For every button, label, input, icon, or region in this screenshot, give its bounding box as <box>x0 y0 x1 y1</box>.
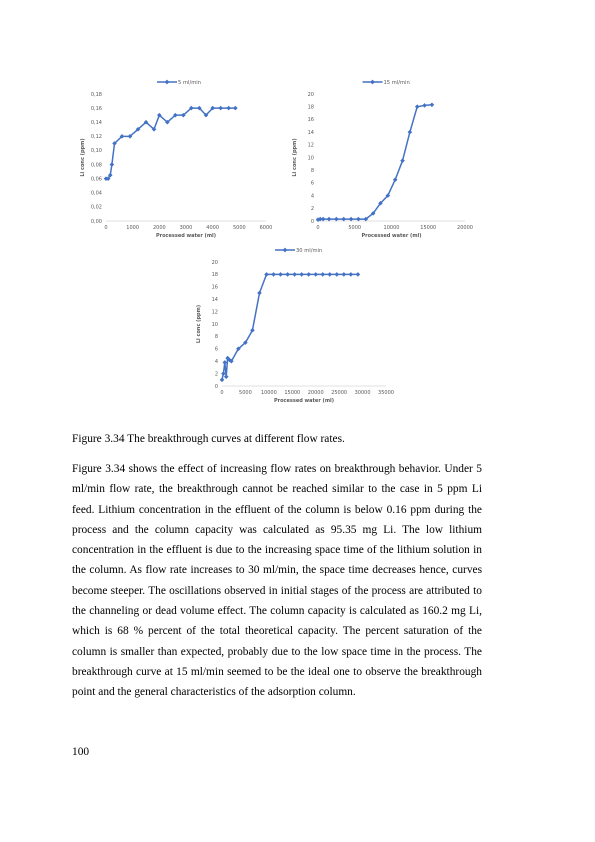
data-point <box>226 106 231 111</box>
x-axis-label: Processed water (ml) <box>155 233 217 239</box>
data-point <box>233 106 238 111</box>
body-paragraph: Figure 3.34 shows the effect of increasing flow rates on breakthrough behavior. Under 5 ml/min flow rate, the breakthrough cannot be reached similar to the case in 5 ppm Li feed. Lithium concentration in the effluent of the column is below 0.16 ppm during the process and the column capacity was calculated as 95.35 mg Li. The low lithium concentration in the effluent is due to the increasing space time of the lithium solution in the column. As flow rate increases to 30 ml/min, the space time decreases hence, curves become steeper. The oscillations observed in initial stages of the process are attributed to the channeling or dead volume effect. The column capacity is calculated as 160.2 mg Li, which is 68 % percent of the total theoretical capacity. The percent saturation of the column is smaller than expected, probably due to the low space time in the process. The breakthrough curve at 15 ml/min seemed to be the ideal one to observe the breakthrough point and the general characteristics of the adsorption column. <box>72 463 482 699</box>
x-tick-label: 4000 <box>206 225 220 231</box>
y-tick-label: 14 <box>307 129 314 136</box>
y-tick-label: 8 <box>310 168 314 174</box>
y-tick-label: 2 <box>214 371 218 378</box>
data-point <box>349 272 354 277</box>
y-tick-label: 0,04 <box>90 190 102 197</box>
y-tick-label: 14 <box>211 297 218 303</box>
y-tick-label: 0,14 <box>90 120 102 127</box>
data-point <box>320 272 325 277</box>
legend-marker <box>370 80 375 85</box>
data-point <box>110 162 115 167</box>
y-tick-label: 18 <box>211 272 218 279</box>
x-tick-label: 10000 <box>383 225 400 231</box>
chart-5-ml-min <box>78 74 278 250</box>
y-tick-label: 16 <box>211 284 218 291</box>
x-axis-label: Processed water (ml) <box>273 398 335 404</box>
x-tick-label: 25000 <box>331 390 348 396</box>
x-tick-label: 30000 <box>354 390 371 396</box>
y-tick-label: 16 <box>307 117 314 124</box>
x-tick-label: 0 <box>104 225 108 231</box>
x-tick-label: 15000 <box>284 390 301 396</box>
data-point <box>278 272 283 277</box>
y-tick-label: 0,00 <box>90 218 102 225</box>
y-tick-label: 8 <box>214 334 218 341</box>
legend-marker <box>165 80 170 85</box>
legend-label: 30 ml/min <box>296 248 323 254</box>
data-point <box>356 272 361 277</box>
y-tick-label: 10 <box>211 321 218 328</box>
chart-30-ml-min <box>192 242 402 414</box>
data-point <box>306 272 311 277</box>
data-point <box>257 291 262 296</box>
data-point <box>335 272 340 277</box>
x-tick-label: 35000 <box>378 390 394 396</box>
y-tick-label: 12 <box>307 142 314 149</box>
data-point <box>220 378 225 383</box>
data-point <box>408 130 413 135</box>
y-tick-label: 12 <box>211 309 218 316</box>
y-tick-label: 0 <box>214 383 218 390</box>
y-tick-label: 0,02 <box>90 204 102 211</box>
y-tick-label: 0,06 <box>90 176 102 183</box>
legend-label: 15 ml/min <box>383 80 410 86</box>
data-point <box>430 102 435 107</box>
x-tick-label: 5000 <box>348 225 362 231</box>
data-point <box>292 272 297 277</box>
y-axis-label: Li conc (ppm) <box>196 304 202 344</box>
data-point <box>299 272 304 277</box>
y-tick-label: 10 <box>307 155 314 162</box>
y-tick-label: 20 <box>211 259 218 266</box>
y-tick-label: 0,08 <box>90 162 102 169</box>
y-tick-label: 4 <box>310 193 314 200</box>
y-axis-label: Li conc (ppm) <box>292 138 298 177</box>
data-point <box>224 374 229 379</box>
y-tick-label: 2 <box>310 206 314 213</box>
data-point <box>415 104 420 109</box>
x-tick-label: 6000 <box>259 225 273 231</box>
data-point <box>313 272 318 277</box>
data-point <box>422 103 427 108</box>
data-point <box>327 272 332 277</box>
x-tick-label: 0 <box>316 225 320 231</box>
chart-15-ml-min <box>288 74 488 250</box>
y-tick-label: 6 <box>214 346 218 353</box>
x-tick-label: 20000 <box>457 225 473 231</box>
x-tick-label: 1000 <box>126 225 140 231</box>
series-line <box>222 274 358 379</box>
page-number: 100 <box>72 746 90 758</box>
x-tick-label: 5000 <box>232 225 246 231</box>
x-axis-label: Processed water (ml) <box>361 233 422 239</box>
legend-marker <box>283 248 288 253</box>
series-line <box>106 108 235 179</box>
y-tick-label: 20 <box>307 91 314 98</box>
x-tick-label: 5000 <box>239 390 252 396</box>
y-tick-label: 0,12 <box>90 134 102 141</box>
y-tick-label: 0,18 <box>90 91 102 98</box>
y-tick-label: 0,10 <box>90 148 102 155</box>
data-point <box>285 272 290 277</box>
x-tick-label: 3000 <box>179 225 193 231</box>
y-tick-label: 18 <box>307 104 314 111</box>
data-point <box>264 272 269 277</box>
y-tick-label: 4 <box>214 359 218 365</box>
data-point <box>218 106 223 111</box>
x-tick-label: 2000 <box>152 225 166 231</box>
y-tick-label: 6 <box>310 180 314 187</box>
x-tick-label: 20000 <box>307 390 324 396</box>
data-point <box>400 158 405 163</box>
y-axis-label: Li conc (ppm) <box>80 138 86 177</box>
figure-caption: Figure 3.34 The breakthrough curves at different flow rates. <box>72 433 345 445</box>
data-point <box>271 272 276 277</box>
x-tick-label: 15000 <box>420 225 437 231</box>
x-tick-label: 0 <box>220 390 224 396</box>
x-tick-label: 10000 <box>260 390 277 396</box>
data-point <box>393 177 398 182</box>
data-point <box>342 272 347 277</box>
legend-label: 5 ml/min <box>178 80 201 86</box>
y-tick-label: 0,16 <box>90 105 102 112</box>
series-line <box>318 105 432 220</box>
y-tick-label: 0 <box>310 218 314 225</box>
